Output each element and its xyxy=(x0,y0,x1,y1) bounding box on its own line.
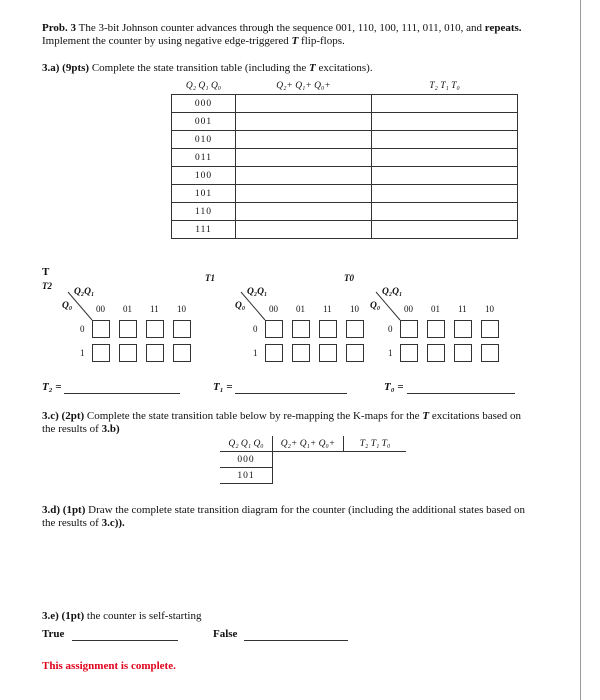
kmap-col-label: 11 xyxy=(150,304,159,314)
table-row xyxy=(172,149,518,167)
remapped-excitation-cell[interactable] xyxy=(344,468,407,484)
next-state-cell[interactable] xyxy=(236,167,372,185)
kmap-col-label: 00 xyxy=(269,304,278,314)
kmap-col-label: 11 xyxy=(323,304,332,314)
next-state-cell[interactable] xyxy=(236,185,372,203)
remapped-row-0 xyxy=(220,452,406,468)
kmap-cell[interactable] xyxy=(173,320,191,338)
excitation-cell[interactable] xyxy=(372,203,518,221)
kmap-top-variables: Q₂Q₁ xyxy=(382,287,403,297)
present-state-cell: 001 xyxy=(172,113,236,131)
part-c-label: 3.c) (2pt) xyxy=(42,410,85,422)
kmap-cell[interactable] xyxy=(265,320,283,338)
kmap-row-label: 1 xyxy=(253,348,258,358)
kmap-cell[interactable] xyxy=(319,344,337,362)
kmap-cell[interactable] xyxy=(346,320,364,338)
kmap-name: T1 xyxy=(205,273,215,283)
present-state-cell: 101 xyxy=(172,185,236,203)
problem-heading: Prob. 3 xyxy=(42,22,77,34)
remapped-state-cell: 000 xyxy=(220,452,273,468)
kmap-cell[interactable] xyxy=(400,320,418,338)
remapped-next-cell[interactable] xyxy=(273,452,344,468)
remapped-header-present: Q₂ Q₁ Q₀ xyxy=(220,436,273,452)
page-edge-divider xyxy=(580,0,581,700)
kmap-left-variable: Q₀ xyxy=(370,301,381,311)
excitation-cell[interactable] xyxy=(372,131,518,149)
kmap-left-variable: Q₀ xyxy=(62,301,73,311)
part-e-label: 3.e) (1pt) xyxy=(42,610,85,622)
part-a-T: T xyxy=(309,62,316,74)
present-state-cell: 000 xyxy=(172,95,236,113)
kmap-cell[interactable] xyxy=(481,320,499,338)
excitation-cell[interactable] xyxy=(372,113,518,131)
header-excitations: T₂ T₁ T₀ xyxy=(372,77,518,95)
problem-intro-line1 xyxy=(42,22,522,35)
kmap-col-label: 01 xyxy=(431,304,440,314)
part-a-text-end: excitations). xyxy=(318,62,373,74)
part-d-ref: 3.c)). xyxy=(101,517,125,529)
kmap-col-label: 00 xyxy=(96,304,105,314)
remapped-header-next: Q₂+ Q₁+ Q₀+ xyxy=(273,436,344,452)
remapped-state-cell: 101 xyxy=(220,468,273,484)
table-row xyxy=(172,203,518,221)
excitation-cell[interactable] xyxy=(372,185,518,203)
part-a-label: 3.a) (9pts) xyxy=(42,62,90,74)
remapped-header-excitations: T₂ T₁ T₀ xyxy=(344,436,407,452)
kmap-col-label: 10 xyxy=(177,304,186,314)
kmap-cell[interactable] xyxy=(119,320,137,338)
table-row xyxy=(172,95,518,113)
kmap-cell[interactable] xyxy=(454,344,472,362)
part-d-instructions-line1 xyxy=(42,504,525,517)
kmap-result-answer-line[interactable] xyxy=(64,393,180,394)
next-state-cell[interactable] xyxy=(236,95,372,113)
next-state-cell[interactable] xyxy=(236,221,372,239)
kmap-cell[interactable] xyxy=(92,320,110,338)
kmap-cell[interactable] xyxy=(173,344,191,362)
part-d-line2-text: the results of xyxy=(42,517,99,529)
kmap-result-label: T₁ = xyxy=(213,381,233,393)
problem-intro-line2-end: flip-flops. xyxy=(301,35,345,47)
kmap-result-answer-line[interactable] xyxy=(235,393,347,394)
problem-intro-T: T xyxy=(291,35,299,47)
part-e-instructions xyxy=(42,610,201,623)
kmap-col-label: 00 xyxy=(404,304,413,314)
state-transition-table xyxy=(171,77,518,239)
kmap-cell[interactable] xyxy=(146,320,164,338)
part-a-text: Complete the state transition table (including the xyxy=(91,62,307,74)
part-c-instructions-line2 xyxy=(42,423,120,436)
problem-intro-text: The 3-bit Johnson counter advances through the sequence 001, 110, 100, 111, 011, 010, and xyxy=(78,22,483,34)
part-d-text: Draw the complete state transition diagram for the counter (including the additional states based on xyxy=(88,504,525,516)
kmap-cell[interactable] xyxy=(346,344,364,362)
kmap-col-label: 01 xyxy=(296,304,305,314)
problem-intro-line2-text: Implement the counter by using negative edge-triggered xyxy=(42,35,289,47)
kmap-cell[interactable] xyxy=(427,320,445,338)
kmap-row-label: 1 xyxy=(80,348,85,358)
kmap-name: T0 xyxy=(344,273,354,283)
remapped-excitation-cell[interactable] xyxy=(344,452,407,468)
next-state-cell[interactable] xyxy=(236,149,372,167)
kmap-name: T2 xyxy=(42,281,52,291)
assignment-complete-notice: This assignment is complete. xyxy=(42,660,176,672)
present-state-cell: 111 xyxy=(172,221,236,239)
next-state-cell[interactable] xyxy=(236,203,372,221)
part-c-text: Complete the state transition table below by re-mapping the K-maps for the xyxy=(86,410,420,422)
problem-intro-line2 xyxy=(42,35,345,48)
true-label: True xyxy=(42,628,65,640)
part-d-label: 3.d) (1pt) xyxy=(42,504,86,516)
true-answer-line[interactable] xyxy=(72,640,178,641)
kmap-result-label: T₂ = xyxy=(42,381,62,393)
kmap-cell[interactable] xyxy=(454,320,472,338)
remapped-header-row xyxy=(220,436,406,452)
kmap-cell[interactable] xyxy=(265,344,283,362)
kmap-cell[interactable] xyxy=(400,344,418,362)
part-c-text-end: excitations based on xyxy=(431,410,522,422)
kmap-cell[interactable] xyxy=(146,344,164,362)
excitation-cell[interactable] xyxy=(372,95,518,113)
part-c-instructions-line1 xyxy=(42,410,521,423)
kmap-top-variables: Q₂Q₁ xyxy=(247,287,268,297)
part-d-instructions-line2 xyxy=(42,517,125,530)
kmap-top-variables: Q₂Q₁ xyxy=(74,287,95,297)
kmap-row-label: 1 xyxy=(388,348,393,358)
part-e-text: the counter is self-starting xyxy=(86,610,202,622)
kmap-cell[interactable] xyxy=(119,344,137,362)
kmap-col-label: 11 xyxy=(458,304,467,314)
table-header-row xyxy=(172,77,518,95)
header-next-state: Q₂+ Q₁+ Q₀+ xyxy=(236,77,372,95)
excitation-cell[interactable] xyxy=(372,221,518,239)
kmap-cell[interactable] xyxy=(292,320,310,338)
false-answer-line[interactable] xyxy=(244,640,348,641)
remapped-transition-table xyxy=(220,436,406,484)
kmap-result-answer-line[interactable] xyxy=(407,393,515,394)
kmap-row-label: 0 xyxy=(388,324,393,334)
kmap-col-label: 10 xyxy=(485,304,494,314)
kmap-row-label: 0 xyxy=(80,324,85,334)
kmap-left-variable: Q₀ xyxy=(235,301,246,311)
kmap-row-label: 0 xyxy=(253,324,258,334)
excitation-cell[interactable] xyxy=(372,149,518,167)
kmap-col-label: 10 xyxy=(350,304,359,314)
kmap-cell[interactable] xyxy=(319,320,337,338)
kmap-cell[interactable] xyxy=(92,344,110,362)
kmap-section-label: T xyxy=(42,266,50,278)
excitation-cell[interactable] xyxy=(372,167,518,185)
part-a-instructions xyxy=(42,62,373,75)
table-row xyxy=(172,167,518,185)
problem-repeats: repeats. xyxy=(484,22,522,34)
present-state-cell: 010 xyxy=(172,131,236,149)
present-state-cell: 100 xyxy=(172,167,236,185)
part-c-ref: 3.b) xyxy=(101,423,120,435)
table-row xyxy=(172,113,518,131)
next-state-cell[interactable] xyxy=(236,113,372,131)
table-row xyxy=(172,221,518,239)
present-state-cell: 011 xyxy=(172,149,236,167)
present-state-cell: 110 xyxy=(172,203,236,221)
part-c-line2-text: the results of xyxy=(42,423,99,435)
kmap-col-label: 01 xyxy=(123,304,132,314)
kmap-result-label: T₀ = xyxy=(384,381,404,393)
next-state-cell[interactable] xyxy=(236,131,372,149)
part-c-T: T xyxy=(422,410,430,422)
kmap-cell[interactable] xyxy=(292,344,310,362)
kmap-cell[interactable] xyxy=(481,344,499,362)
false-label: False xyxy=(213,628,238,640)
table-row xyxy=(172,131,518,149)
remapped-row-1 xyxy=(220,468,406,484)
remapped-next-cell[interactable] xyxy=(273,468,344,484)
kmap-cell[interactable] xyxy=(427,344,445,362)
header-present-state: Q₂ Q₁ Q₀ xyxy=(172,77,236,95)
table-row xyxy=(172,185,518,203)
